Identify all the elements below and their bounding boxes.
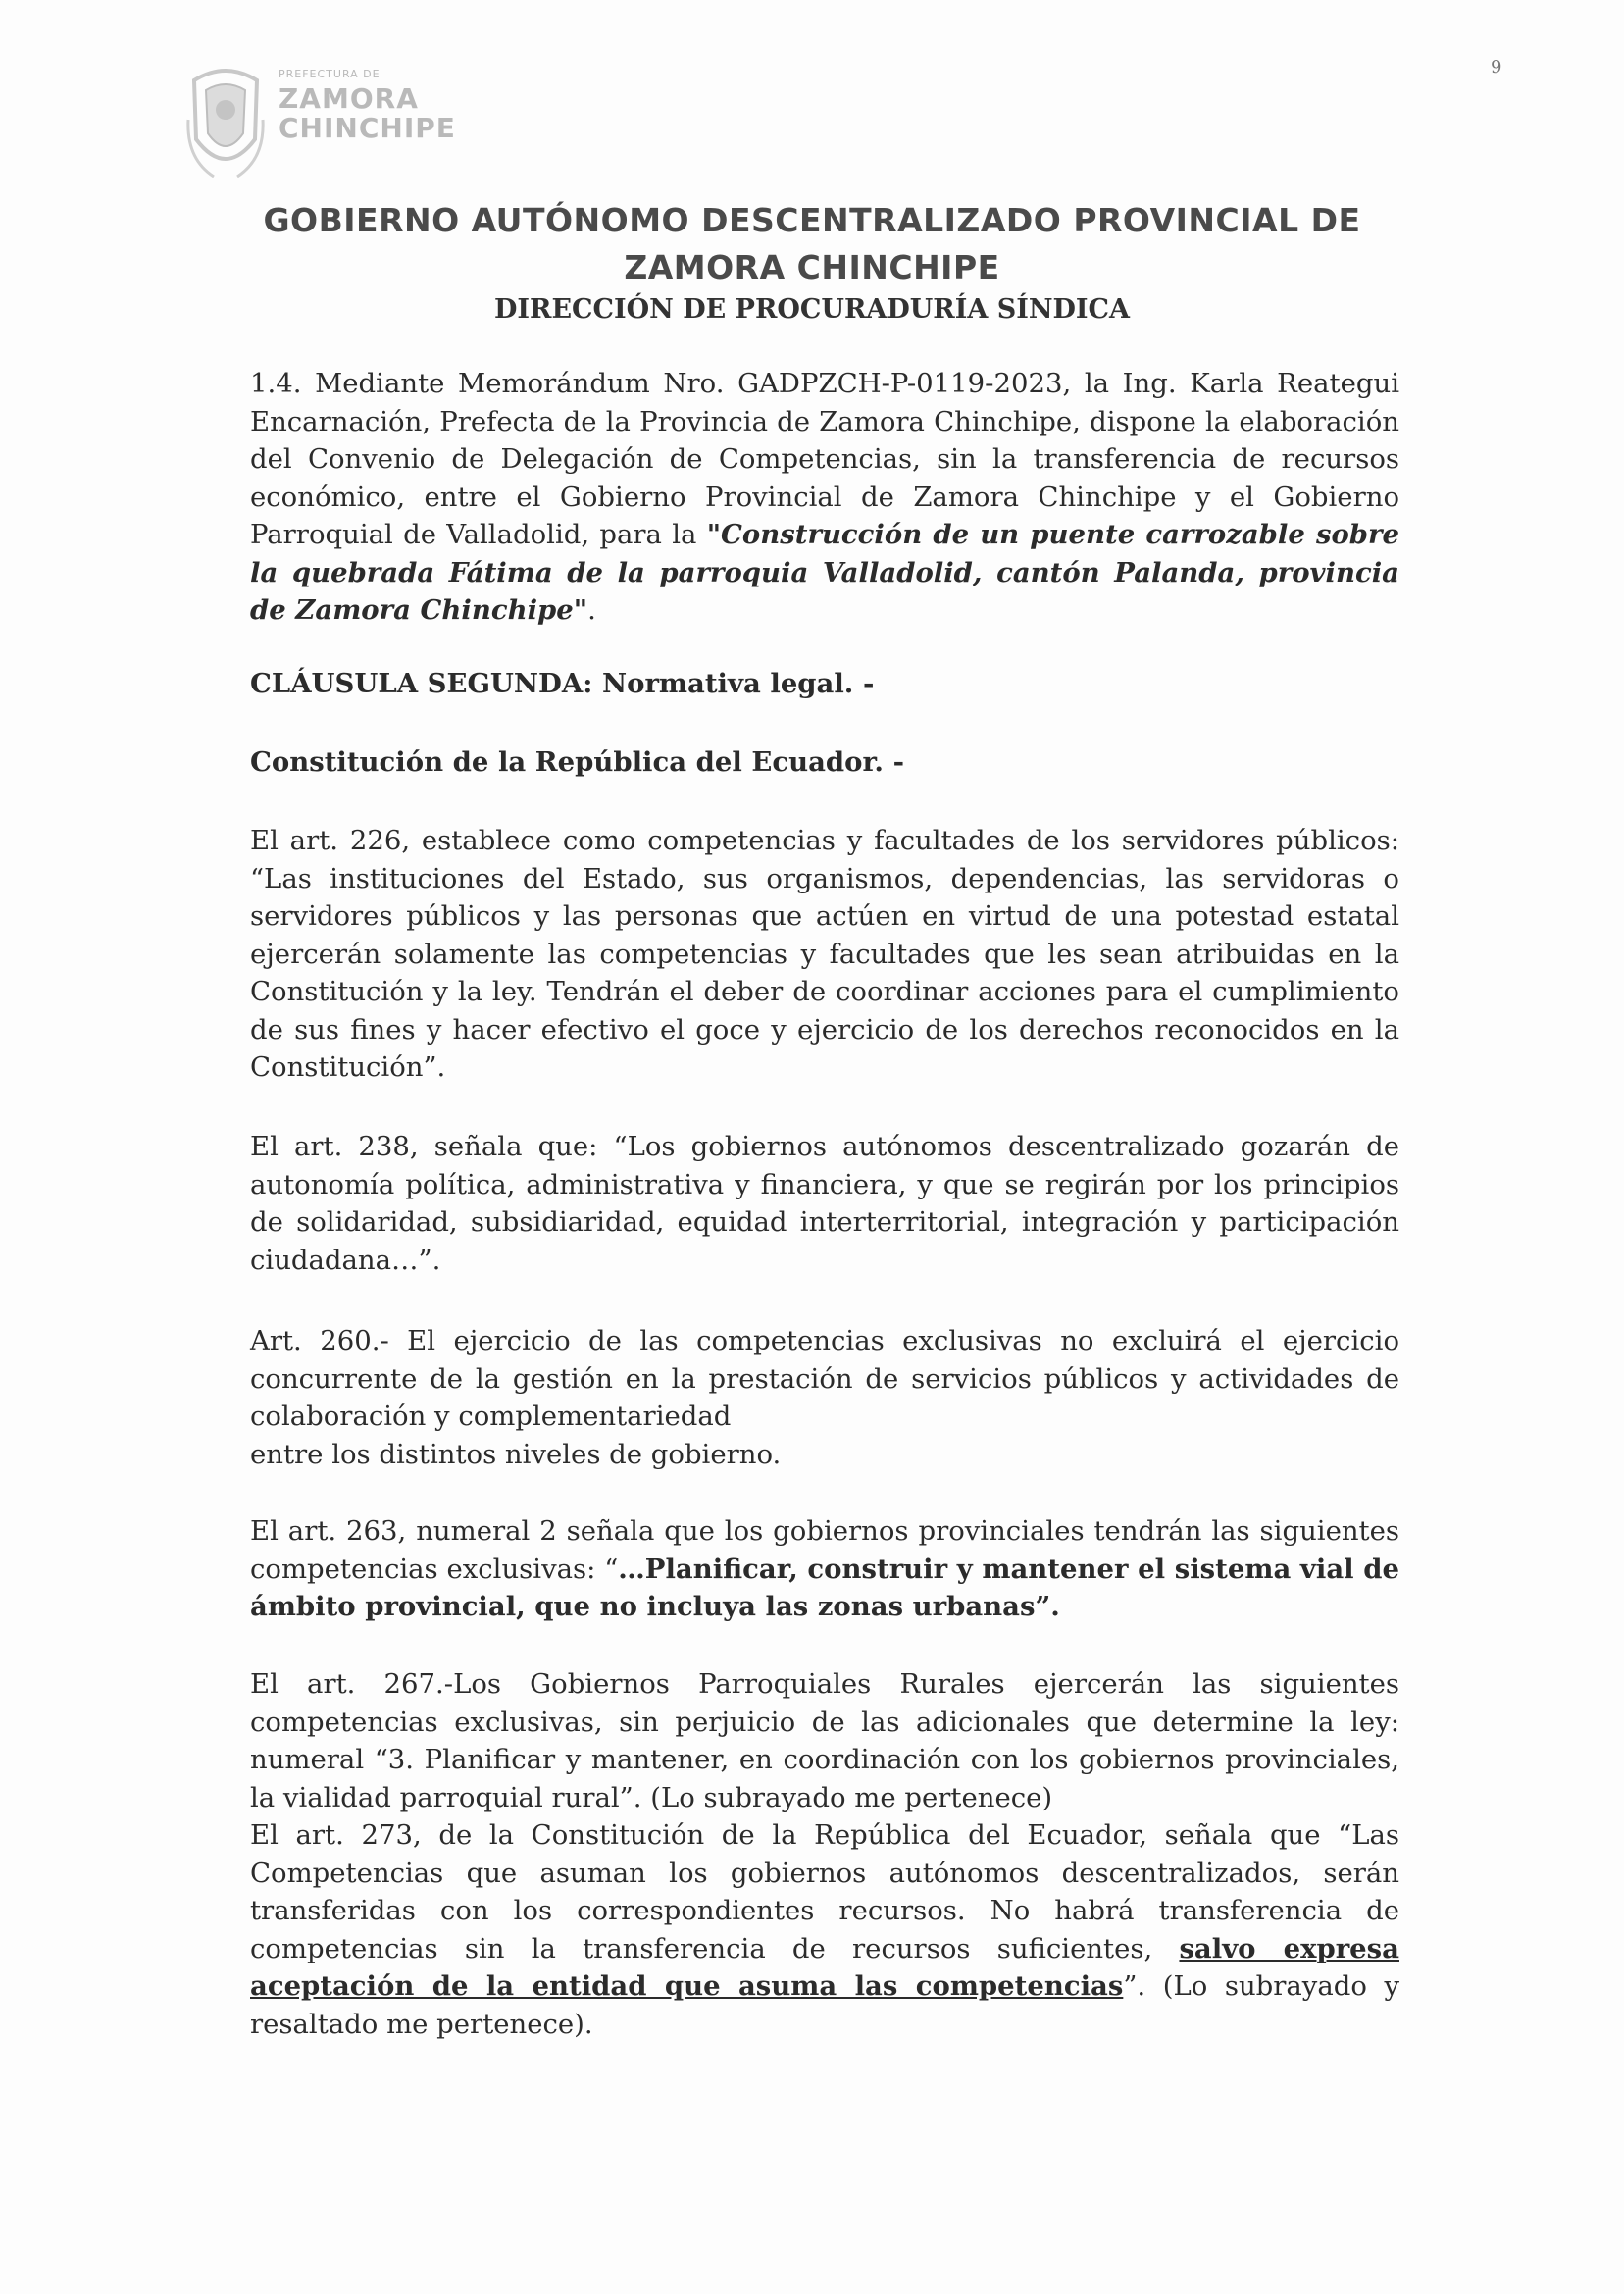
p1-emphasis: "Construcción de un puente carrozable sobre la quebrada Fátima de la parroquia Valladolid, cantón Palanda, provincia de Zamora Chinchipe" — [250, 519, 1399, 626]
p7-bold-underline: salvo expresa aceptación de la entidad que asuma las competencias — [250, 1932, 1399, 2002]
p5-end: ”. — [1035, 1591, 1060, 1622]
paragraph-art-260 — [250, 1322, 1399, 1473]
p7-end: ”. (Lo subrayado y resaltado me pertenece). — [250, 1970, 1399, 2040]
clausula-heading: CLÁUSULA SEGUNDA: Normativa legal. - — [250, 668, 875, 699]
logo-line-2: CHINCHIPE — [279, 112, 456, 144]
page-mark: 9 — [1491, 57, 1502, 77]
paragraph-art-263 — [250, 1512, 1399, 1626]
logo-line-1: ZAMORA — [279, 82, 419, 115]
constitucion-heading: Constitución de la República del Ecuador. - — [250, 746, 904, 778]
paragraph-art-226 — [250, 822, 1399, 1087]
paragraph-art-238 — [250, 1128, 1399, 1279]
p4-line-a: Art. 260.- El ejercicio de las competencias exclusivas no excluirá el ejercicio concurrente de la gestión en la prestación de servicios públicos y actividades de colaboración y complementariedad — [250, 1325, 1399, 1432]
p1-end: . — [587, 594, 596, 626]
prefectura-logo — [184, 61, 456, 193]
p5-text: El art. 263, numeral 2 señala que los gobiernos provinciales tendrán las siguientes competencias exclusivas: “ — [250, 1515, 1399, 1585]
p6-text: El art. 267.-Los Gobiernos Parroquiales Rurales ejercerán las siguientes competencias exclusivas, sin perjuicio de las adicionales que determine la ley: numeral “3. Planificar y mantener, en coordinación con los gobiernos provinciales, la vialidad parroquial rural”. (Lo subrayado me pertenece) — [250, 1668, 1399, 1813]
p2-text: El art. 226, establece como competencias y facultades de los servidores públicos: “Las instituciones del Estado, sus organismos, dependencias, las servidoras o servidores públicos y las personas que actúen en virtud de una potestad estatal ejercerán solamente las competencias y facultades que les sean atribuidas en la Constitución y la ley. Tendrán el deber de coordinar acciones para el cumplimiento de sus fines y hacer efectivo el goce y ejercicio de los derechos reconocidos en la Constitución”. — [250, 825, 1399, 1083]
header-line-3: DIRECCIÓN DE PROCURADURÍA SÍNDICA — [493, 294, 1130, 325]
paragraph-1-4 — [250, 365, 1399, 630]
p7-text: El art. 273, de la Constitución de la República del Ecuador, señala que “Las Competencias que asuman los gobiernos autónomos descentralizados, serán transferidas con los correspondientes recursos. No habrá transferencia de competencias sin la transferencia de recursos suficientes, — [250, 1819, 1399, 1964]
paragraph-art-273 — [250, 1816, 1399, 2043]
logo-wordmark — [279, 69, 456, 144]
p3-text: El art. 238, señala que: “Los gobiernos autónomos descentralizado gozarán de autonomía política, administrativa y financiera, y que se regirán por los principios de solidaridad, subsidiaridad, equidad interterritorial, integración y participación ciudadana…”. — [250, 1131, 1399, 1276]
p1-text: 1.4. Mediante Memorándum Nro. GADPZCH-P-0119-2023, la Ing. Karla Reategui Encarnación, Prefecta de la Provincia de Zamora Chinchipe, dispone la elaboración del Convenio de Delegación de Competencias, sin la transferencia de recursos económico, entre el Gobierno Provincial de Zamora Chinchipe y el Gobierno Parroquial de Valladolid, para la — [250, 368, 1399, 550]
header-line-2: ZAMORA CHINCHIPE — [624, 248, 1000, 286]
paragraph-art-267 — [250, 1665, 1399, 1816]
p5-bold: …Planificar, construir y mantener el sistema vial de ámbito provincial, que no incluya las zonas urbanas — [250, 1553, 1399, 1622]
header-line-1: GOBIERNO AUTÓNOMO DESCENTRALIZADO PROVINCIAL DE — [263, 201, 1361, 239]
p4-line-b: entre los distintos niveles de gobierno. — [250, 1438, 782, 1470]
logo-small-text: PREFECTURA DE — [279, 68, 381, 80]
coat-of-arms-icon — [184, 61, 267, 188]
